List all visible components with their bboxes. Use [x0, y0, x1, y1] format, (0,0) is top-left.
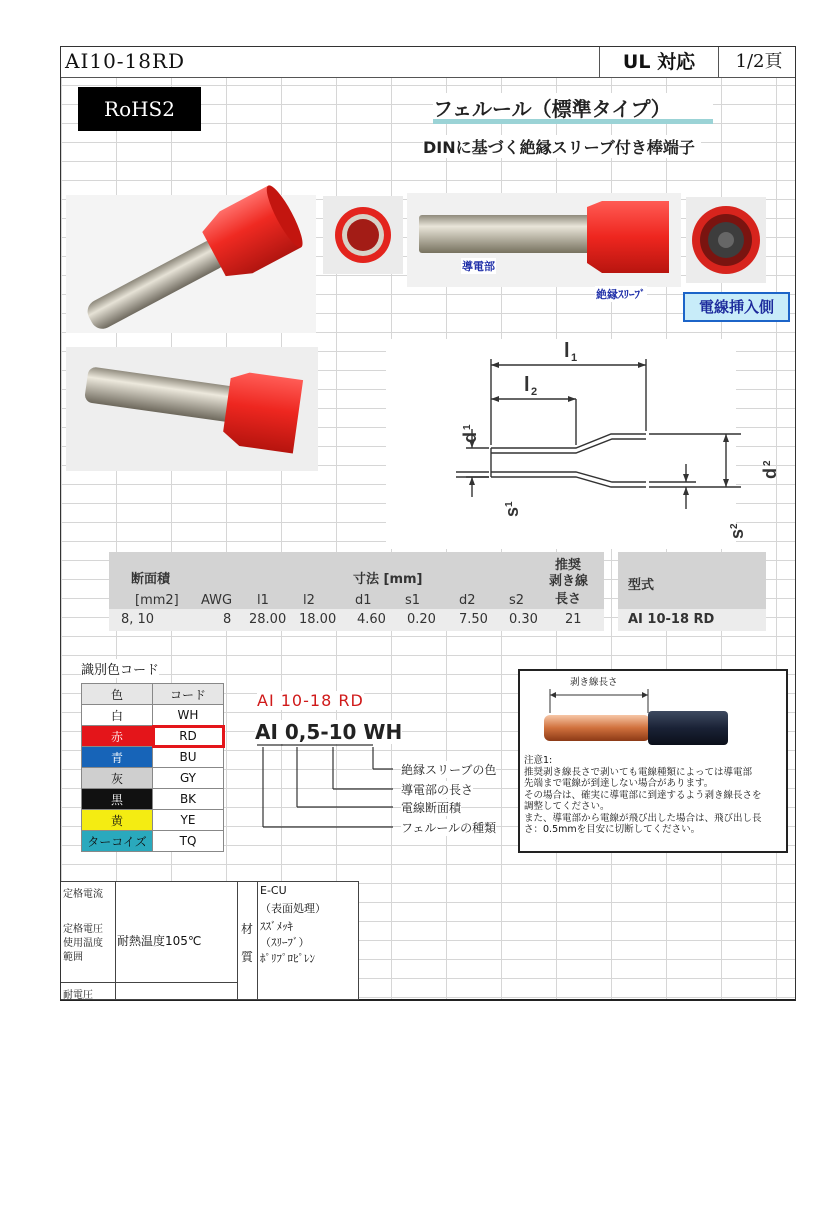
- legend-sleeve-color: 絶縁スリーブの色: [401, 763, 497, 777]
- order-code-leaders: [255, 745, 405, 835]
- sub-d2: d2: [459, 593, 476, 608]
- legend-wire-area: 電線断面積: [401, 801, 462, 815]
- table-row: [82, 705, 224, 726]
- svg-text:1: 1: [462, 424, 473, 430]
- dim-d1-label: d: [460, 432, 480, 443]
- color-code-title: 識別色コード: [81, 659, 159, 678]
- color-code: BU: [153, 747, 224, 768]
- color-name: 黒: [82, 789, 153, 810]
- ul-label: UL 対応: [599, 47, 719, 77]
- val-s1: 0.20: [407, 612, 436, 627]
- dim-l1-label: l: [564, 340, 570, 362]
- model-row: [618, 609, 766, 631]
- dim-s2-label: s: [727, 528, 747, 539]
- color-code-selected: RD: [153, 726, 224, 747]
- sub-l2: l2: [303, 593, 315, 608]
- material-line: ｽｽﾞﾒｯｷ: [260, 920, 293, 933]
- material-line: E-CU: [260, 884, 287, 897]
- legend-ferrule-type: フェルールの種類: [401, 821, 497, 835]
- sub-awg: AWG: [201, 593, 233, 608]
- table-row: [82, 831, 224, 852]
- hdr-strip-1: 推奨: [555, 558, 582, 573]
- note-line: 先端まで電線が到達しない場合があります。: [524, 778, 714, 789]
- header-code: コード: [153, 684, 224, 705]
- table-row: [109, 609, 604, 631]
- sub-l1: l1: [257, 593, 269, 608]
- note-line: また、導電部から電線が飛び出した場合は、飛び出し長: [524, 812, 762, 824]
- strip-length-label: 剥き線長さ: [570, 677, 618, 688]
- wire-insert-end-photo: [686, 197, 766, 283]
- title-row: [61, 47, 795, 78]
- rohs-badge: RoHS2: [78, 87, 201, 131]
- header-color: 色: [82, 684, 153, 705]
- rated-voltage-label: 定格電圧: [63, 924, 103, 935]
- svg-text:2: 2: [762, 460, 773, 466]
- color-name: ターコイズ: [82, 831, 153, 852]
- part-number: AI10-18RD: [65, 49, 186, 73]
- rated-current-label: 定格電流: [63, 889, 103, 900]
- conductor-label: 導電部: [462, 260, 495, 273]
- model-header: [618, 552, 766, 609]
- hdr-dims: 寸法 [mm]: [353, 572, 423, 587]
- actual-order-code: AI 10-18 RD: [257, 691, 364, 710]
- dim-l2-label: l: [524, 374, 530, 396]
- svg-text:1: 1: [504, 501, 515, 507]
- dim-d2-label: d: [760, 468, 780, 479]
- color-name: 灰: [82, 768, 153, 789]
- ferrule-side-photo: [407, 193, 681, 287]
- sub-title: DINに基づく絶縁スリーブ付き棒端子: [423, 135, 701, 158]
- val-strip: 21: [565, 612, 582, 627]
- temp-range-label-2: 範囲: [63, 952, 83, 963]
- svg-text:1: 1: [571, 352, 578, 364]
- dimension-diagram: [386, 339, 780, 549]
- hdr-model: 型式: [628, 578, 655, 593]
- val-model: AI 10-18 RD: [628, 612, 715, 627]
- hdr-strip-2: 剥き線: [549, 574, 589, 589]
- svg-text:2: 2: [729, 523, 740, 529]
- val-d2: 7.50: [459, 612, 488, 627]
- note-line: 注意1:: [524, 755, 553, 766]
- stripped-wire-illustration: [526, 685, 726, 755]
- ratings-table: [61, 881, 359, 1000]
- val-awg: 8: [223, 612, 232, 627]
- sub-mm2: [mm2]: [135, 593, 179, 608]
- page-number: 1/2頁: [735, 51, 783, 72]
- color-code: BK: [153, 789, 224, 810]
- color-code-header-row: [82, 684, 224, 705]
- sub-s2: s2: [509, 593, 525, 608]
- table-row: [82, 768, 224, 789]
- material-label-2: 質: [241, 950, 254, 964]
- color-code: WH: [153, 705, 224, 726]
- note-line: さ：0.5mmを目安に切断してください。: [524, 824, 701, 835]
- note-line: 推奨剥き線長さで剥いても電線種類によっては導電部: [524, 766, 753, 778]
- temp-value: 耐熱温度105℃: [117, 934, 202, 948]
- hdr-area: 断面積: [131, 572, 171, 587]
- insert-side-label: 電線挿入側: [683, 292, 790, 322]
- val-d1: 4.60: [357, 612, 386, 627]
- main-title: フェルール（標準タイプ）: [433, 93, 713, 124]
- legend-conductor-length: 導電部の長さ: [401, 783, 474, 797]
- table-row: [82, 726, 224, 747]
- table-row: [82, 747, 224, 768]
- datasheet: [60, 46, 796, 1001]
- withstand-voltage-label: 耐電圧: [63, 990, 93, 1001]
- strip-length-panel: [518, 669, 788, 853]
- ferrule-photo-angled: [66, 195, 316, 333]
- material-line: （ｽﾘｰﾌﾞ）: [260, 936, 310, 949]
- material-label-1: 材: [241, 922, 254, 936]
- sub-s1: s1: [405, 593, 421, 608]
- table-row: [82, 789, 224, 810]
- color-code: YE: [153, 810, 224, 831]
- table-row: [82, 810, 224, 831]
- val-area: 8, 10: [121, 612, 155, 627]
- svg-text:2: 2: [531, 386, 538, 398]
- color-name: 青: [82, 747, 153, 768]
- strip-note: [524, 755, 782, 836]
- material-line: （表面処理）: [260, 902, 326, 915]
- sleeve-label: 絶縁ｽﾘｰﾌﾞ: [596, 288, 646, 301]
- color-name: 赤: [82, 726, 153, 747]
- example-order-code: AI 0,5-10 WH: [255, 720, 403, 744]
- color-name: 黄: [82, 810, 153, 831]
- material-line: ﾎﾟﾘﾌﾟﾛﾋﾟﾚﾝ: [260, 952, 315, 965]
- note-line: 調整してください。: [524, 801, 610, 812]
- spec-table-header: [109, 552, 604, 609]
- color-name: 白: [82, 705, 153, 726]
- ferrule-end-view-photo: [323, 196, 403, 274]
- color-code: GY: [153, 768, 224, 789]
- color-code-table: [81, 683, 224, 852]
- note-line: その場合は、確実に導電部に到達するよう剥き線長さを: [524, 789, 762, 801]
- val-l2: 18.00: [299, 612, 337, 627]
- hdr-strip-3: 長さ: [555, 592, 582, 607]
- val-l1: 28.00: [249, 612, 287, 627]
- sub-d1: d1: [355, 593, 372, 608]
- color-code: TQ: [153, 831, 224, 852]
- val-s2: 0.30: [509, 612, 538, 627]
- dim-s1-label: s: [502, 506, 522, 517]
- ferrule-photo-lower: [66, 347, 318, 471]
- temp-range-label-1: 使用温度: [63, 938, 103, 949]
